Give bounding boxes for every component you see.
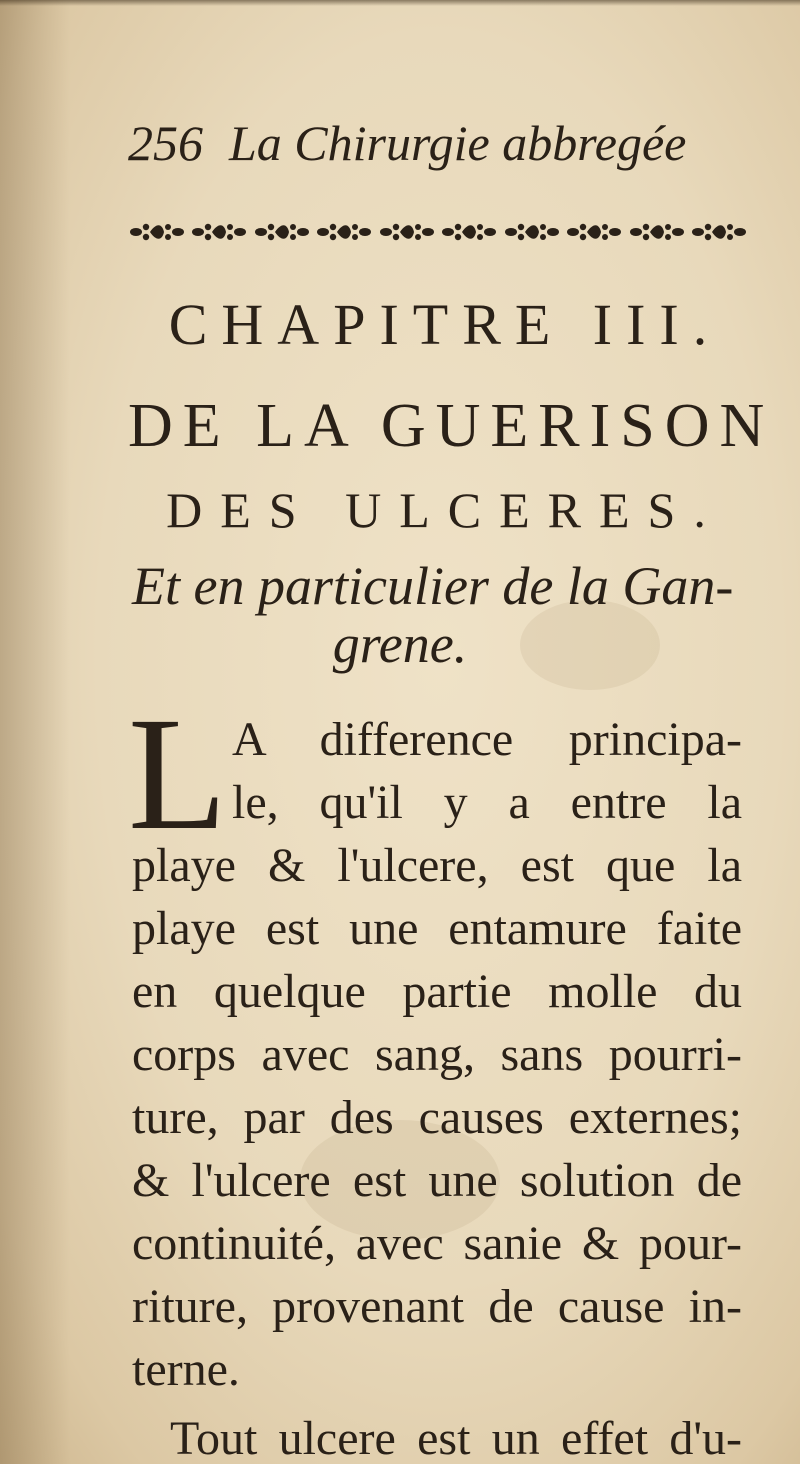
fleuron-band-icon [253,217,311,247]
body-line: en quelque partie molle du [132,965,742,1018]
body-line: corps avec sang, sans pourri- [132,1028,742,1081]
fleuron-band-icon [565,217,623,247]
fleuron-band-icon [440,217,498,247]
chapter-title-line-2: DES ULCERES. [166,482,724,538]
fleuron-band-icon [690,217,748,247]
body-line: playe & l'ulcere, est que la [132,839,742,892]
page-number: 256 [128,115,203,171]
body-line: terne. [132,1343,240,1396]
fleuron-band-icon [503,217,561,247]
fleuron-band-icon [128,217,186,247]
fleuron-band-icon [628,217,686,247]
chapter-subtitle-line-1: Et en particulier de la Gan- [132,556,734,616]
gutter-shadow [0,0,70,1464]
body-line: ture, par des causes externes; [132,1091,742,1144]
fleuron-ornament-band [128,212,748,252]
fleuron-band-icon [190,217,248,247]
chapter-subtitle-line-2: grene. [332,614,468,674]
fleuron-band-icon [378,217,436,247]
body-line: Tout ulcere est un effet d'u- [170,1412,742,1464]
fleuron-band-icon [315,217,373,247]
drop-cap-initial: L [128,700,227,830]
body-line: le, qu'il y a entre la [232,776,742,829]
page-top-edge [0,0,800,6]
body-line: playe est une entamure faite [132,902,742,955]
body-line: continuité, avec sanie & pour- [132,1217,742,1270]
running-head [128,110,748,176]
chapter-number: CHAPITRE III. [168,292,722,357]
body-line: & l'ulcere est une solution de [132,1154,742,1207]
chapter-title-line-1: DE LA GUERISON [128,392,775,460]
body-line: riture, provenant de cause in- [132,1280,742,1333]
running-title: La Chirurgie abbregée [229,115,687,171]
body-line: A difference principa- [232,713,742,766]
